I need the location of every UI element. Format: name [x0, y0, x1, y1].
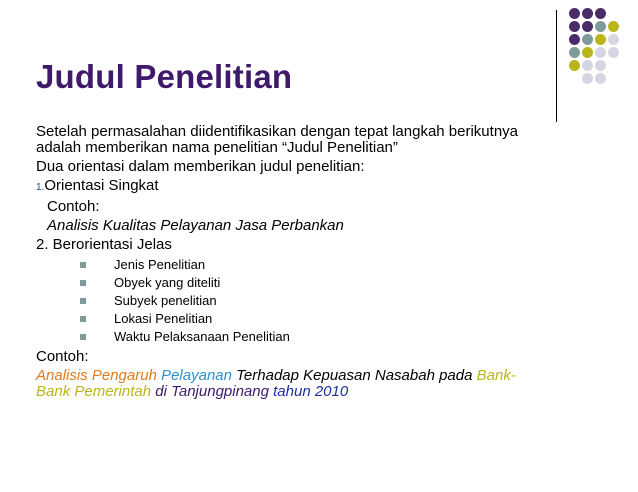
intro-line-2: adalah memberikan nama penelitian “Judul Penelitian”	[36, 139, 398, 156]
decor-dot	[569, 60, 580, 71]
bullet-icon	[80, 298, 86, 304]
decor-dot	[608, 21, 619, 32]
slide-body	[36, 124, 616, 400]
decor-dot	[608, 34, 619, 45]
list-item: Jenis Penelitian	[36, 256, 616, 274]
final-example-label: Contoh:	[36, 348, 89, 365]
item-1-label: Orientasi Singkat	[44, 177, 159, 194]
orientations-intro: Dua orientasi dalam memberikan judul penelitian:	[36, 158, 365, 175]
list-item: Waktu Pelaksanaan Penelitian	[36, 328, 616, 346]
decor-dot	[569, 34, 580, 45]
bullet-icon	[80, 334, 86, 340]
decor-dot	[595, 60, 606, 71]
list-item: Subyek penelitian	[36, 292, 616, 310]
example-label: Contoh:	[47, 198, 100, 215]
final-part: Analisis Pengaruh	[36, 367, 162, 384]
example-text: Analisis Kualitas Pelayanan Jasa Perbankan	[47, 217, 344, 234]
decor-dot	[582, 8, 593, 19]
final-part: Terhadap Kepuasan Nasabah pada	[236, 367, 477, 384]
decor-dot	[569, 8, 580, 19]
final-example-text	[36, 368, 616, 400]
decor-dot	[595, 21, 606, 32]
decor-dot	[595, 34, 606, 45]
decor-dot	[582, 34, 593, 45]
decor-dot	[608, 47, 619, 58]
decor-dot	[582, 60, 593, 71]
divider-line	[556, 10, 557, 122]
slide-title: Judul Penelitian	[36, 58, 293, 95]
decor-dot	[595, 73, 606, 84]
final-part: Bank Pemerintah	[36, 383, 156, 400]
decor-dot	[569, 47, 580, 58]
final-part: tahun 2010	[273, 383, 349, 400]
final-part: di Tanjungpinang	[155, 383, 274, 400]
decor-dot	[595, 47, 606, 58]
bullet-icon	[80, 316, 86, 322]
final-part: Bank-	[476, 367, 516, 384]
decor-dot	[582, 47, 593, 58]
item-1-number: 1.	[36, 182, 45, 193]
bullet-list	[36, 256, 616, 346]
item-1	[36, 178, 616, 196]
decor-dot	[582, 73, 593, 84]
bullet-icon	[80, 262, 86, 268]
decor-dot	[582, 21, 593, 32]
bullet-icon	[80, 280, 86, 286]
decor-dot	[595, 8, 606, 19]
decor-dot	[569, 21, 580, 32]
intro-line-1: Setelah permasalahan diidentifikasikan dengan tepat langkah berikutnya	[36, 123, 518, 140]
final-part: Pelayanan	[161, 367, 237, 384]
list-item: Obyek yang diteliti	[36, 274, 616, 292]
item-2-label: 2. Berorientasi Jelas	[36, 236, 172, 253]
list-item: Lokasi Penelitian	[36, 310, 616, 328]
